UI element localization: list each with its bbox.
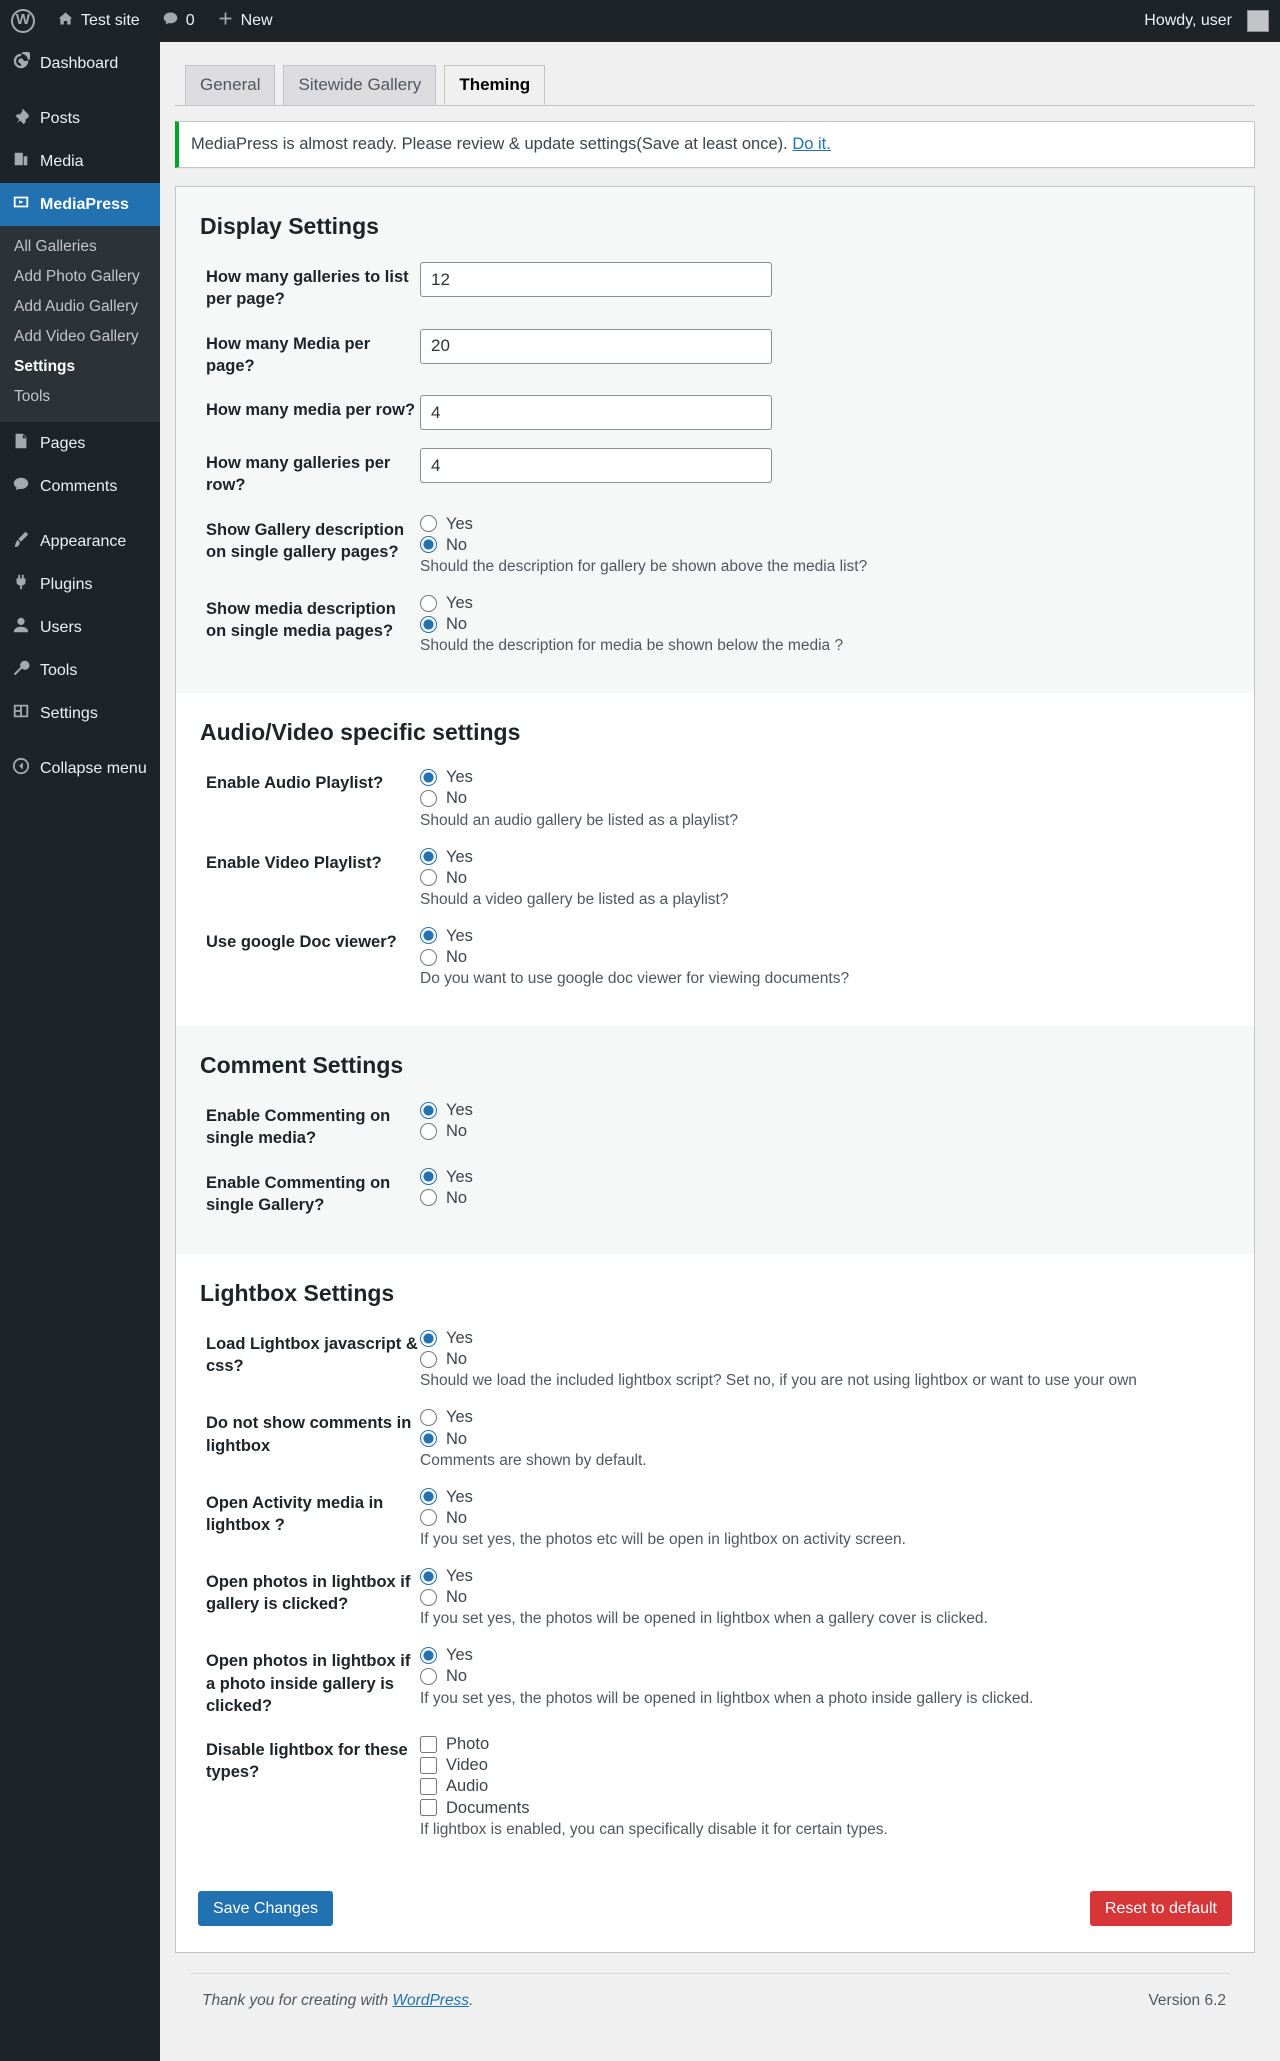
radio-label: No <box>446 1429 468 1448</box>
collapse-menu-button[interactable] <box>0 747 160 790</box>
site-name-label: Test site <box>81 12 140 29</box>
field-enable-audio-playlist <box>198 768 1232 847</box>
user-icon <box>12 616 30 639</box>
submenu-item-add-audio-gallery[interactable]: Add Audio Gallery <box>14 298 139 315</box>
radio-input[interactable] <box>420 1488 437 1505</box>
field-description: Should the description for media be shown below the media ? <box>420 637 844 655</box>
save-changes-button[interactable]: Save Changes <box>198 1891 333 1926</box>
lightbox-settings-section <box>176 1254 1254 1876</box>
tab-general[interactable]: General <box>185 65 275 105</box>
submenu-item-tools[interactable]: Tools <box>14 388 51 405</box>
radio-input[interactable] <box>420 536 437 553</box>
field-google-doc-viewer <box>198 927 1232 1006</box>
field-label: Enable Audio Playlist? <box>206 774 384 793</box>
field-label: Do not show comments in lightbox <box>206 1414 412 1455</box>
field-label: How many Media per page? <box>206 334 371 375</box>
sidebar-item-settings[interactable] <box>0 692 160 735</box>
radio-input[interactable] <box>420 927 437 944</box>
checkbox-disable-documents[interactable] <box>420 1799 1232 1817</box>
checkbox-disable-video[interactable] <box>420 1756 1232 1774</box>
radio-gallery-click-yes[interactable] <box>420 1567 1232 1585</box>
wordpress-link[interactable]: WordPress <box>392 1991 470 2009</box>
field-label: Show media description on single media pages? <box>206 599 396 641</box>
admin-bar-right <box>1133 0 1280 42</box>
radio-activity-lightbox-no[interactable] <box>420 1509 1232 1527</box>
radio-video-playlist-no[interactable] <box>420 869 1232 887</box>
wrench-icon <box>12 659 30 682</box>
field-galleries-per-page <box>198 262 1232 329</box>
avatar <box>1247 10 1269 32</box>
new-content-menu[interactable] <box>206 0 284 42</box>
section-title-comments: Comment Settings <box>200 1052 404 1079</box>
field-commenting-single-media <box>198 1101 1232 1168</box>
field-label: Enable Commenting on single Gallery? <box>206 1173 391 1214</box>
footer-thanks-prefix: Thank you for creating with <box>202 1991 393 2009</box>
sidebar-item-users[interactable] <box>0 606 160 649</box>
home-icon <box>57 10 74 32</box>
radio-label: No <box>446 1667 468 1686</box>
radio-label: No <box>446 1508 468 1527</box>
wordpress-logo-icon <box>11 9 35 33</box>
checkbox-label: Audio <box>446 1777 489 1796</box>
mediapress-submenu <box>0 226 160 422</box>
radio-label: No <box>446 1122 468 1141</box>
radio-load-lightbox-no[interactable] <box>420 1350 1232 1368</box>
account-menu[interactable] <box>1133 0 1280 42</box>
radio-video-playlist-yes[interactable] <box>420 848 1232 866</box>
checkbox-input[interactable] <box>420 1736 437 1753</box>
reset-to-default-button[interactable]: Reset to default <box>1090 1891 1232 1926</box>
sidebar-item-label: Posts <box>40 109 81 127</box>
radio-input[interactable] <box>420 1589 437 1606</box>
comments-menu[interactable] <box>151 0 206 42</box>
radio-comment-gallery-yes[interactable] <box>420 1168 1232 1186</box>
radio-label: Yes <box>446 1329 473 1348</box>
sidebar-item-label: Comments <box>40 477 118 495</box>
radio-hide-comments-yes[interactable] <box>420 1408 1232 1426</box>
radio-input[interactable] <box>420 949 437 966</box>
page-icon <box>12 432 30 455</box>
sidebar-item-media[interactable] <box>0 140 160 183</box>
radio-label: Yes <box>446 514 473 533</box>
field-label: Enable Video Playlist? <box>206 853 382 872</box>
radio-audio-playlist-yes[interactable] <box>420 768 1232 786</box>
radio-label: No <box>446 1188 468 1207</box>
footer-thanks <box>202 1992 473 2010</box>
sidebar-item-label: Appearance <box>40 532 127 550</box>
checkbox-input[interactable] <box>420 1757 437 1774</box>
radio-input[interactable] <box>420 769 437 786</box>
radio-audio-playlist-no[interactable] <box>420 789 1232 807</box>
admin-bar <box>0 0 1280 42</box>
submenu-item-add-photo-gallery[interactable]: Add Photo Gallery <box>14 268 140 285</box>
field-activity-media-lightbox <box>198 1488 1232 1567</box>
brush-icon <box>12 530 30 553</box>
field-media-per-page <box>198 329 1232 396</box>
media-per-page-input[interactable] <box>420 329 772 364</box>
field-label: Enable Commenting on single media? <box>206 1107 391 1148</box>
tab-theming[interactable]: Theming <box>444 65 545 105</box>
plus-icon <box>217 10 234 32</box>
galleries-per-page-input[interactable] <box>420 262 772 297</box>
radio-media-desc-yes[interactable] <box>420 594 1232 612</box>
media-per-row-input[interactable] <box>420 395 772 430</box>
field-description: Do you want to use google doc viewer for viewing documents? <box>420 970 850 988</box>
radio-input[interactable] <box>420 869 437 886</box>
sidebar-item-tools[interactable] <box>0 649 160 692</box>
sliders-icon <box>12 702 30 725</box>
radio-photo-click-yes[interactable] <box>420 1646 1232 1664</box>
field-description: Should a video gallery be listed as a playlist? <box>420 890 729 908</box>
checkbox-input[interactable] <box>420 1778 437 1795</box>
field-disable-lightbox-types <box>198 1735 1232 1857</box>
field-label: Open Activity media in lightbox ? <box>206 1493 384 1534</box>
radio-label: Yes <box>446 1567 473 1585</box>
radio-input[interactable] <box>420 790 437 807</box>
radio-media-desc-no[interactable] <box>420 615 1232 633</box>
field-description: Should the description for gallery be shown above the media list? <box>420 557 868 575</box>
howdy-label: Howdy, user <box>1144 12 1232 29</box>
radio-photo-click-no[interactable] <box>420 1667 1232 1685</box>
wordpress-version: Version 6.2 <box>1148 1991 1226 2009</box>
radio-label: Yes <box>446 926 473 945</box>
radio-input[interactable] <box>420 1189 437 1206</box>
sidebar-item-label: MediaPress <box>40 195 129 213</box>
radio-input[interactable] <box>420 595 437 612</box>
admin-sidebar <box>0 42 160 2061</box>
collapse-arrow-icon <box>12 757 30 780</box>
field-label: Open photos in lightbox if a photo inside gallery is clicked? <box>206 1652 411 1715</box>
tab-sitewide-gallery[interactable]: Sitewide Gallery <box>283 65 436 105</box>
submenu-item-settings[interactable]: Settings <box>14 358 76 375</box>
field-label: How many galleries per row? <box>206 454 391 495</box>
radio-input[interactable] <box>420 1330 437 1347</box>
submenu-item-all-galleries[interactable]: All Galleries <box>14 238 97 255</box>
radio-label: No <box>446 868 468 887</box>
radio-google-doc-no[interactable] <box>420 948 1232 966</box>
admin-footer <box>190 1973 1230 2032</box>
radio-input[interactable] <box>420 1168 437 1185</box>
field-show-gallery-description <box>198 515 1232 594</box>
radio-input[interactable] <box>420 1509 437 1526</box>
sidebar-item-dashboard[interactable] <box>0 42 160 85</box>
sidebar-item-label: Plugins <box>40 575 93 593</box>
field-enable-video-playlist <box>198 848 1232 927</box>
comment-bubble-icon <box>162 10 179 32</box>
radio-label: No <box>446 1350 468 1369</box>
field-media-per-row <box>198 395 1232 448</box>
sidebar-item-comments[interactable] <box>0 465 160 508</box>
checkbox-label: Photo <box>446 1735 490 1754</box>
settings-tabs <box>175 65 1255 106</box>
field-label: Load Lightbox javascript & css? <box>206 1335 418 1376</box>
field-label: How many galleries to list per page? <box>206 268 409 309</box>
radio-google-doc-yes[interactable] <box>420 927 1232 945</box>
field-label: Show Gallery description on single gallery pages? <box>206 520 405 561</box>
radio-input[interactable] <box>420 1568 437 1585</box>
sidebar-item-appearance[interactable] <box>0 520 160 563</box>
theming-settings-form <box>175 186 1255 1953</box>
section-title-display: Display Settings <box>200 213 379 240</box>
notice-text: MediaPress is almost ready. Please review & update settings(Save at least once). <box>191 135 788 154</box>
radio-input[interactable] <box>420 1430 437 1447</box>
audio-video-settings-section <box>176 693 1254 1026</box>
plug-icon <box>12 573 30 596</box>
radio-input[interactable] <box>420 515 437 532</box>
field-description: Comments are shown by default. <box>420 1451 647 1469</box>
field-label: Disable lightbox for these types? <box>206 1741 408 1782</box>
new-label: New <box>240 12 273 29</box>
collapse-menu-label: Collapse menu <box>40 759 147 777</box>
sidebar-item-label: Tools <box>40 661 78 679</box>
radio-label: Yes <box>446 593 473 612</box>
field-load-lightbox-assets <box>198 1329 1232 1408</box>
field-description: If you set yes, the photos etc will be open in lightbox on activity screen. <box>420 1531 906 1548</box>
radio-comment-media-yes[interactable] <box>420 1101 1232 1119</box>
radio-label: Yes <box>446 1487 473 1506</box>
mediapress-icon <box>12 193 30 216</box>
radio-label: Yes <box>446 847 473 866</box>
radio-input[interactable] <box>420 616 437 633</box>
field-label: How many media per row? <box>206 401 416 420</box>
submenu-item-add-video-gallery[interactable]: Add Video Gallery <box>14 328 139 345</box>
notice-do-it-link[interactable]: Do it. <box>792 135 831 154</box>
radio-label: No <box>446 947 468 966</box>
field-label: Use google Doc viewer? <box>206 932 397 951</box>
radio-hide-comments-no[interactable] <box>420 1430 1232 1448</box>
section-title-lightbox: Lightbox Settings <box>200 1280 395 1307</box>
sidebar-item-label: Media <box>40 152 84 170</box>
field-gallery-click-lightbox <box>198 1567 1232 1646</box>
sidebar-item-label: Pages <box>40 434 86 452</box>
sidebar-item-label: Dashboard <box>40 54 119 72</box>
sidebar-item-posts[interactable] <box>0 97 160 140</box>
radio-input[interactable] <box>420 848 437 865</box>
field-galleries-per-row <box>198 448 1232 515</box>
sidebar-item-mediapress[interactable] <box>0 183 160 226</box>
radio-input[interactable] <box>420 1647 437 1664</box>
checkbox-label: Documents <box>446 1798 530 1817</box>
radio-label: Yes <box>446 1646 473 1665</box>
radio-label: Yes <box>446 1101 473 1120</box>
radio-input[interactable] <box>420 1123 437 1140</box>
radio-gallery-desc-yes[interactable] <box>420 515 1232 533</box>
field-description: If you set yes, the photos will be opened in lightbox when a gallery cover is clicked. <box>420 1610 988 1628</box>
sidebar-item-label: Users <box>40 618 82 636</box>
radio-input[interactable] <box>420 1409 437 1426</box>
radio-gallery-desc-no[interactable] <box>420 536 1232 554</box>
pin-icon <box>12 107 30 130</box>
radio-load-lightbox-yes[interactable] <box>420 1329 1232 1347</box>
radio-label: No <box>446 1588 468 1607</box>
field-show-media-description <box>198 594 1232 673</box>
checkbox-disable-photo[interactable] <box>420 1735 1232 1753</box>
field-label: Open photos in lightbox if gallery is clicked? <box>206 1573 411 1614</box>
radio-label: No <box>446 615 468 634</box>
footer-thanks-suffix: . <box>469 1991 474 2009</box>
display-settings-section <box>176 187 1254 693</box>
field-description: Should an audio gallery be listed as a playlist? <box>420 811 738 829</box>
section-title-audio-video: Audio/Video specific settings <box>200 719 521 746</box>
sidebar-item-label: Settings <box>40 704 98 722</box>
radio-gallery-click-no[interactable] <box>420 1588 1232 1606</box>
wp-logo-menu[interactable] <box>0 0 46 42</box>
media-icon <box>12 150 30 173</box>
sidebar-item-pages[interactable] <box>0 422 160 465</box>
field-description: If you set yes, the photos will be opened in lightbox when a photo inside gallery is clicked. <box>420 1689 1034 1707</box>
comment-bubble-icon <box>12 475 30 498</box>
field-description: Should we load the included lightbox script? Set no, if you are not using lightbox or want to use your own <box>420 1372 1137 1390</box>
radio-label: No <box>446 535 468 554</box>
radio-activity-lightbox-yes[interactable] <box>420 1488 1232 1506</box>
field-photo-click-lightbox <box>198 1646 1232 1735</box>
radio-comment-gallery-no[interactable] <box>420 1189 1232 1207</box>
radio-input[interactable] <box>420 1102 437 1119</box>
comment-settings-section <box>176 1026 1254 1254</box>
galleries-per-row-input[interactable] <box>420 448 772 483</box>
radio-input[interactable] <box>420 1351 437 1368</box>
setup-notice <box>175 121 1255 168</box>
field-hide-comments-lightbox <box>198 1408 1232 1487</box>
sidebar-item-plugins[interactable] <box>0 563 160 606</box>
radio-label: Yes <box>446 1167 473 1186</box>
radio-input[interactable] <box>420 1668 437 1685</box>
checkbox-label: Video <box>446 1756 488 1775</box>
main-content <box>160 42 1280 2061</box>
site-name-menu[interactable] <box>46 0 151 42</box>
radio-label: Yes <box>446 1408 473 1427</box>
dashboard-icon <box>12 52 30 75</box>
field-commenting-single-gallery <box>198 1168 1232 1235</box>
radio-comment-media-no[interactable] <box>420 1122 1232 1140</box>
form-actions <box>176 1877 1254 1952</box>
radio-label: Yes <box>446 768 473 787</box>
comments-count: 0 <box>185 12 195 29</box>
field-description: If lightbox is enabled, you can specifically disable it for certain types. <box>420 1820 888 1838</box>
radio-label: No <box>446 789 468 808</box>
checkbox-input[interactable] <box>420 1799 437 1816</box>
checkbox-disable-audio[interactable] <box>420 1777 1232 1795</box>
